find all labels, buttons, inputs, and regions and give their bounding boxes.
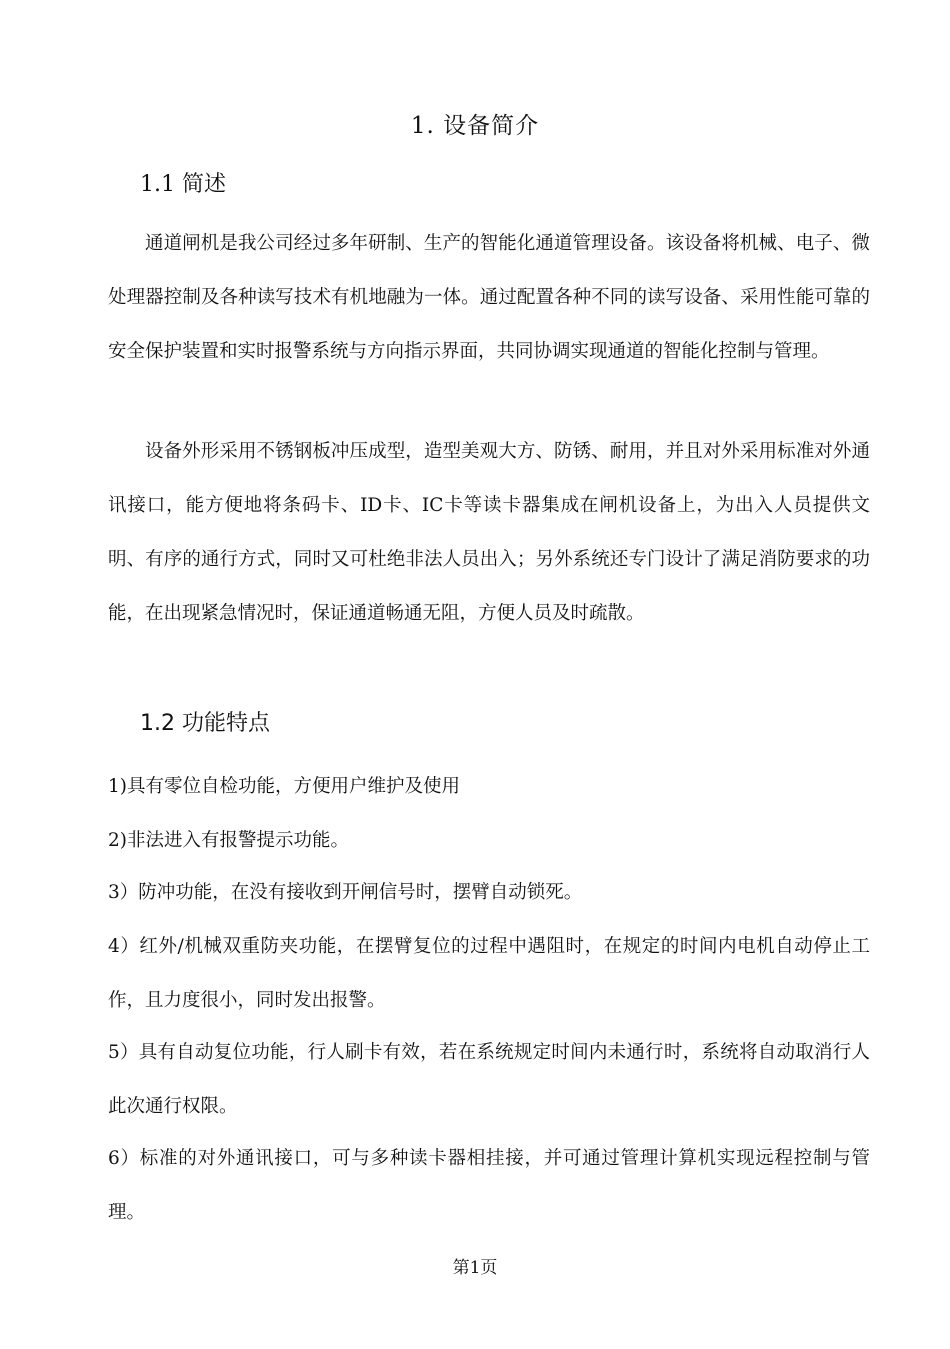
feature-item-5: 5）具有自动复位功能，行人刷卡有效，若在系统规定时间内未通行时，系统将自动取消行人此次通行权限。 [108, 1042, 870, 1117]
page-number: 第1页 [452, 1258, 498, 1278]
document-title: 1. 设备简介 [410, 113, 540, 139]
overview-paragraph-1: 通道闸机是我公司经过多年研制、生产的智能化通道管理设备。该设备将机械、电子、微处理器控制及各种读写技术有机地融为一体。通过配置各种不同的读写设备、采用性能可靠的安全保护装置和实时报警系统与方向指示界面，共同协调实现通道的智能化控制与管理。 [108, 233, 870, 362]
feature-item-2: 2)非法进入有报警提示功能。 [108, 830, 349, 851]
overview-paragraph-2: 设备外形采用不锈钢板冲压成型，造型美观大方、防锈、耐用，并且对外采用标准对外通讯接口，能方便地将条码卡、ID卡、IC卡等读卡器集成在闸机设备上，为出入人员提供文明、有序的通行方式，同时又可杜绝非法人员出入；另外系统还专门设计了满足消防要求的功能，在出现紧急情况时，保证通道畅通无阻，方便人员及时疏散。 [108, 441, 870, 624]
feature-item-1: 1)具有零位自检功能，方便用户维护及使用 [108, 776, 460, 797]
section-heading-overview: 1.1 简述 [140, 172, 226, 197]
section-heading-features: 1.2 功能特点 [140, 711, 270, 736]
feature-item-3: 3）防冲功能，在没有接收到开闸信号时，摆臂自动锁死。 [108, 882, 583, 903]
feature-item-6: 6）标准的对外通讯接口，可与多种读卡器相挂接，并可通过管理计算机实现远程控制与管理。 [108, 1148, 870, 1223]
feature-item-4: 4）红外/机械双重防夹功能，在摆臂复位的过程中遇阻时，在规定的时间内电机自动停止工作，且力度很小，同时发出报警。 [108, 936, 870, 1011]
